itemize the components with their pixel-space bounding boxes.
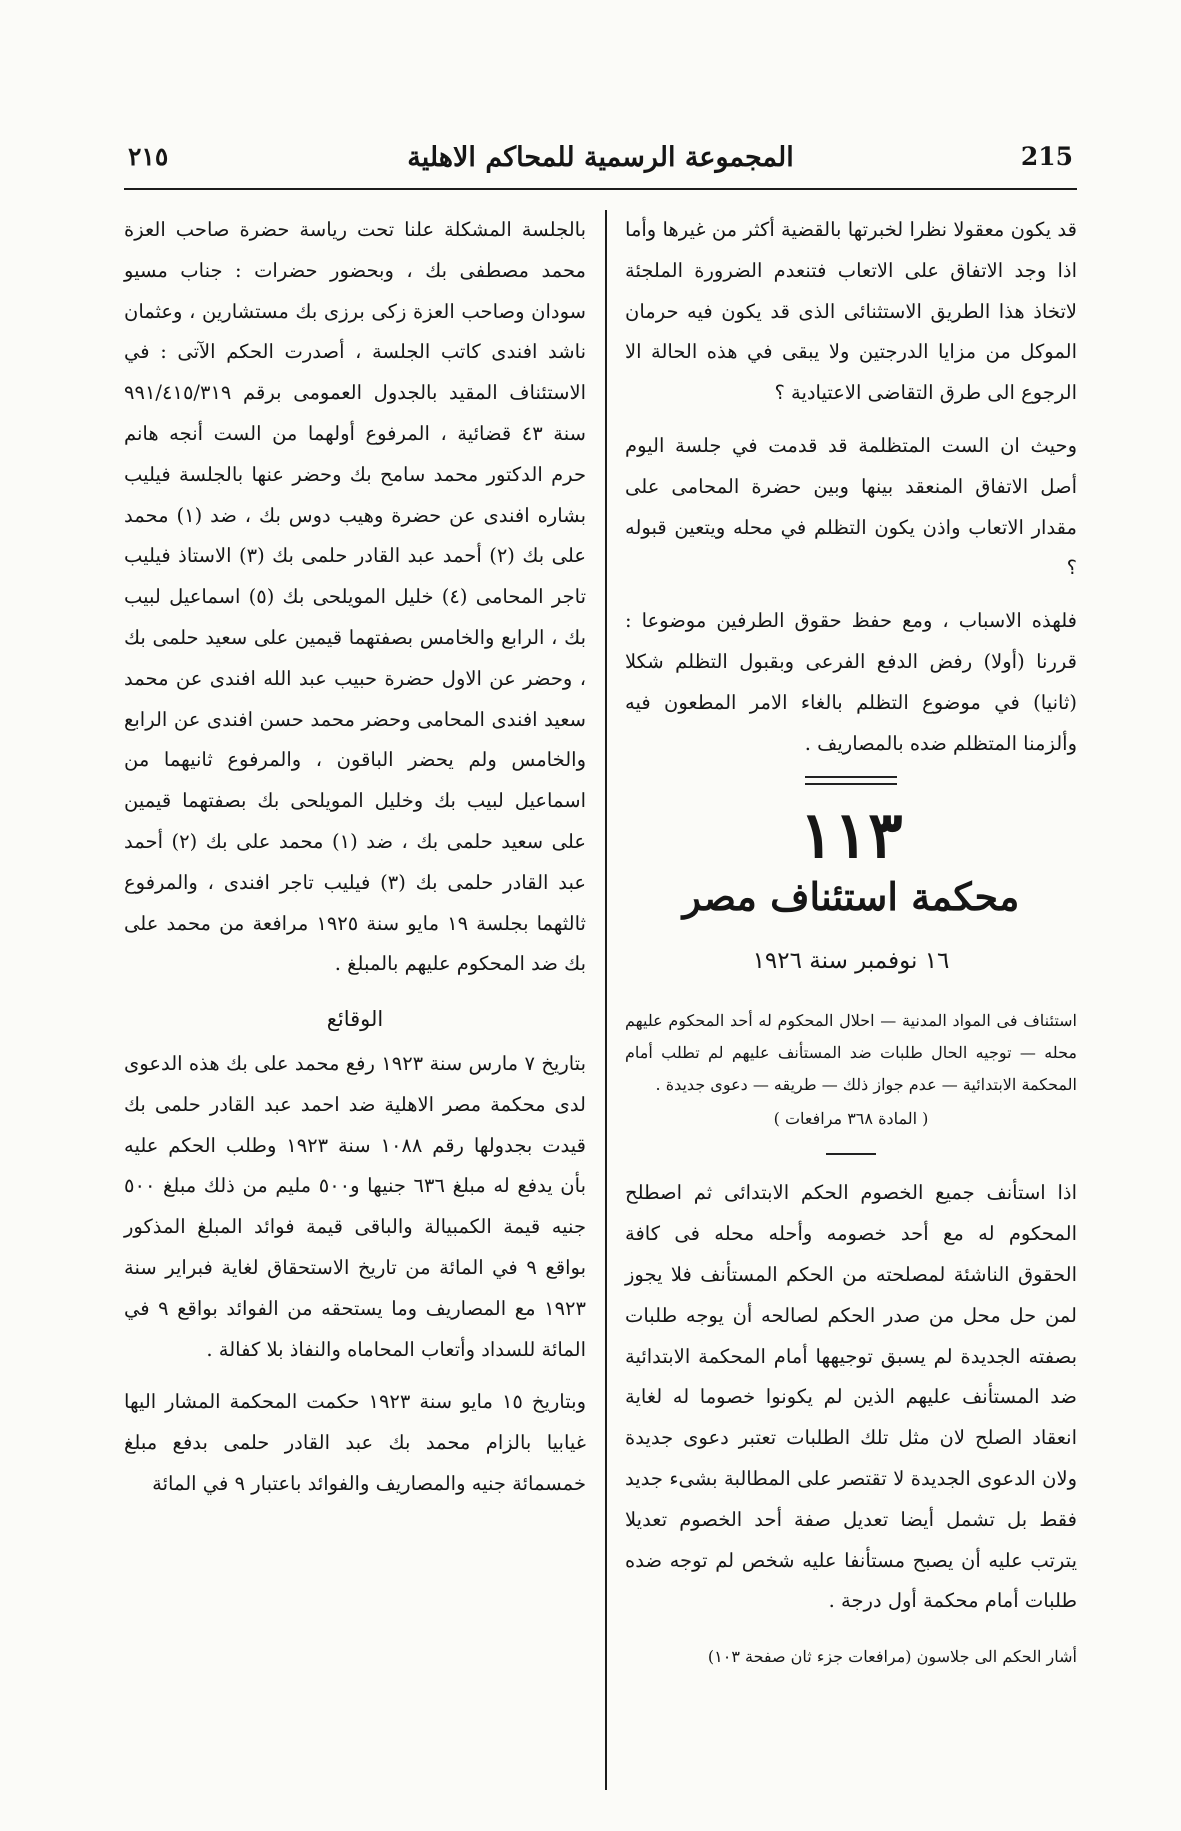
summary-article: ( المادة ٣٦٨ مرافعات )	[773, 1109, 929, 1129]
paragraph: وبتاريخ ١٥ مايو سنة ١٩٢٣ حكمت المحكمة المشار اليها غيابيا بالزام محمد بك عبد القادر حلمى بدفع مبلغ خمسمائة جنيه والمصاريف والفوائد باعتبار ٩ في المائة	[124, 1390, 586, 1495]
page-number: 215	[1020, 142, 1073, 171]
paragraph: بتاريخ ٧ مارس سنة ١٩٢٣ رفع محمد على بك هذه الدعوى لدى محكمة مصر الاهلية ضد احمد عبد القادر حلمى بك قيدت بجدولها رقم ١٠٨٨ سنة ١٩٢٣ وطلب الحكم عليه بأن يدفع له مبلغ ٦٣٦ جنيها و٥٠٠ مليم من ذلك مبلغ ٥٠٠ جنيه قيمة الكمبيالة والباقى قيمة فوائد المبلغ المذكور بواقع ٩ في المائة من تاريخ الاستحقاق لغاية فبراير سنة ١٩٢٣ مع المصاريف وما يستحقه من الفوائد بواقع ٩ في المائة للسداد وأتعاب المحاماه والنفاذ بلا كفالة .	[124, 1051, 586, 1361]
column-divider	[605, 210, 607, 1790]
header-rule	[124, 188, 1077, 190]
page-header	[128, 142, 1073, 186]
page-number-arabic: ٢١٥	[128, 142, 169, 171]
paragraph: وحيث ان الست المتظلمة قد قدمت في جلسة اليوم أصل الاتفاق المنعقد بينها وبين حضرة المحامى على مقدار الاتعاب واذن يكون التظلم في محله ويتعين قبوله ؟	[625, 433, 1077, 580]
right-column	[625, 210, 1077, 1672]
facts-heading: الوقائع	[326, 1007, 384, 1032]
case-number: ١١٣	[799, 798, 903, 874]
section-divider	[805, 776, 897, 785]
legal-principle: اذا استأنف جميع الخصوم الحكم الابتدائى ثم اصطلح المحكوم له مع أحد خصومه وأحله محله فى كافة الحقوق الناشئة لمصلحته من الحكم المستأنف فلا يجوز لمن حل محل من صدر الحكم لصالحه أن يوجه طلبات بصفته الجديدة لم يسبق توجيهها أمام المحكمة الابتدائية ضد المستأنف عليهم الذين لم يكونوا خصوما له لغاية انعقاد الصلح لان مثل تلك الطلبات تعتبر دعوى جديدة ولان الدعوى الجديدة لا تقتصر على المطالبة بشىء جديد فقط بل تشمل أيضا تعديل صفة أحد الخصوم تعديلا يترتب عليه أن يصبح مستأنفا عليه شخص لم توجه ضده طلبات أمام محكمة أول درجة .	[625, 1181, 1077, 1613]
running-title: المجموعة الرسمية للمحاكم الاهلية	[407, 142, 794, 173]
paragraph: قد يكون معقولا نظرا لخبرتها بالقضية أكثر من غيرها وأما اذا وجد الاتفاق على الاتعاب فتنعدم الضرورة الملجئة لاتخاذ هذا الطريق الاستثنائى الذى قد يكون فيه حرمان الموكل من مزايا الدرجتين ولا يبقى في هذه الحالة الا الرجوع الى طرق التقاضى الاعتيادية ؟	[625, 218, 1077, 405]
session-paragraph: بالجلسة المشكلة علنا تحت رياسة حضرة صاحب العزة محمد مصطفى بك ، وبحضور حضرات : جناب مسيو سودان وصاحب العزة زكى برزى بك مستشارين ، وعثمان ناشد افندى كاتب الجلسة ، أصدرت الحكم الآتى : في الاستئناف المقيد بالجدول العمومى برقم ٩٩١/٤١٥/٣١٩ سنة ٤٣ قضائية ، المرفوع أولهما من الست أنجه هانم حرم الدكتور محمد سامح بك وحضر عنها بالجلسة فيليب بشاره افندى عن حضرة وهيب دوس بك ، ضد (١) محمد على بك (٢) أحمد عبد القادر حلمى بك (٣) الاستاذ فيليب تاجر المحامى (٤) خليل المويلحى بك (٥) اسماعيل لبيب بك ، الرابع والخامس بصفتهما قيمين على سعيد حلمى بك ، وحضر عن الاول حضرة حبيب عبد الله افندى عن محمد سعيد افندى المحامى وحضر محمد حسن افندى عن الرابع والخامس ولم يحضر الباقون ، والمرفوع ثانيهما من اسماعيل لبيب بك وخليل المويلحى بك بصفتهما قيمين على سعيد حلمى بك ، ضد (١) محمد على بك (٢) أحمد عبد القادر حلمى بك (٣) فيليب تاجر افندى ، والمرفوع ثالثهما بجلسة ١٩ مايو سنة ١٩٢٥ مرافعة من محمد على بك ضد المحكوم عليهم بالمبلغ .	[124, 218, 587, 976]
court-name: محكمة استئناف مصر	[682, 874, 1020, 920]
summary-divider	[826, 1153, 876, 1155]
footnote: أشار الحكم الى جلاسون (مرافعات جزء ثان صفحة ١٠٣)	[707, 1647, 1077, 1667]
summary-text: استئناف فى المواد المدنية — احلال المحكوم له أحد المحكوم عليهم محله — توجيه الحال طلبات ضد المستأنف عليهم لم تطلب أمام المحكمة الابتدائية — عدم جواز ذلك — طريقه — دعوى جديدة .	[625, 1011, 1077, 1095]
case-date: ١٦ نوفمبر سنة ١٩٢٦	[752, 948, 950, 975]
case-summary	[625, 1005, 1077, 1135]
ruling-paragraph: فلهذه الاسباب ، ومع حفظ حقوق الطرفين موضوعا : قررنا (أولا) رفض الدفع الفرعى وبقبول التظلم شكلا (ثانيا) في موضوع التظلم بالغاء الامر المطعون فيه وألزمنا المتظلم ضده بالمصاريف .	[625, 609, 1077, 755]
left-column	[124, 210, 586, 1505]
